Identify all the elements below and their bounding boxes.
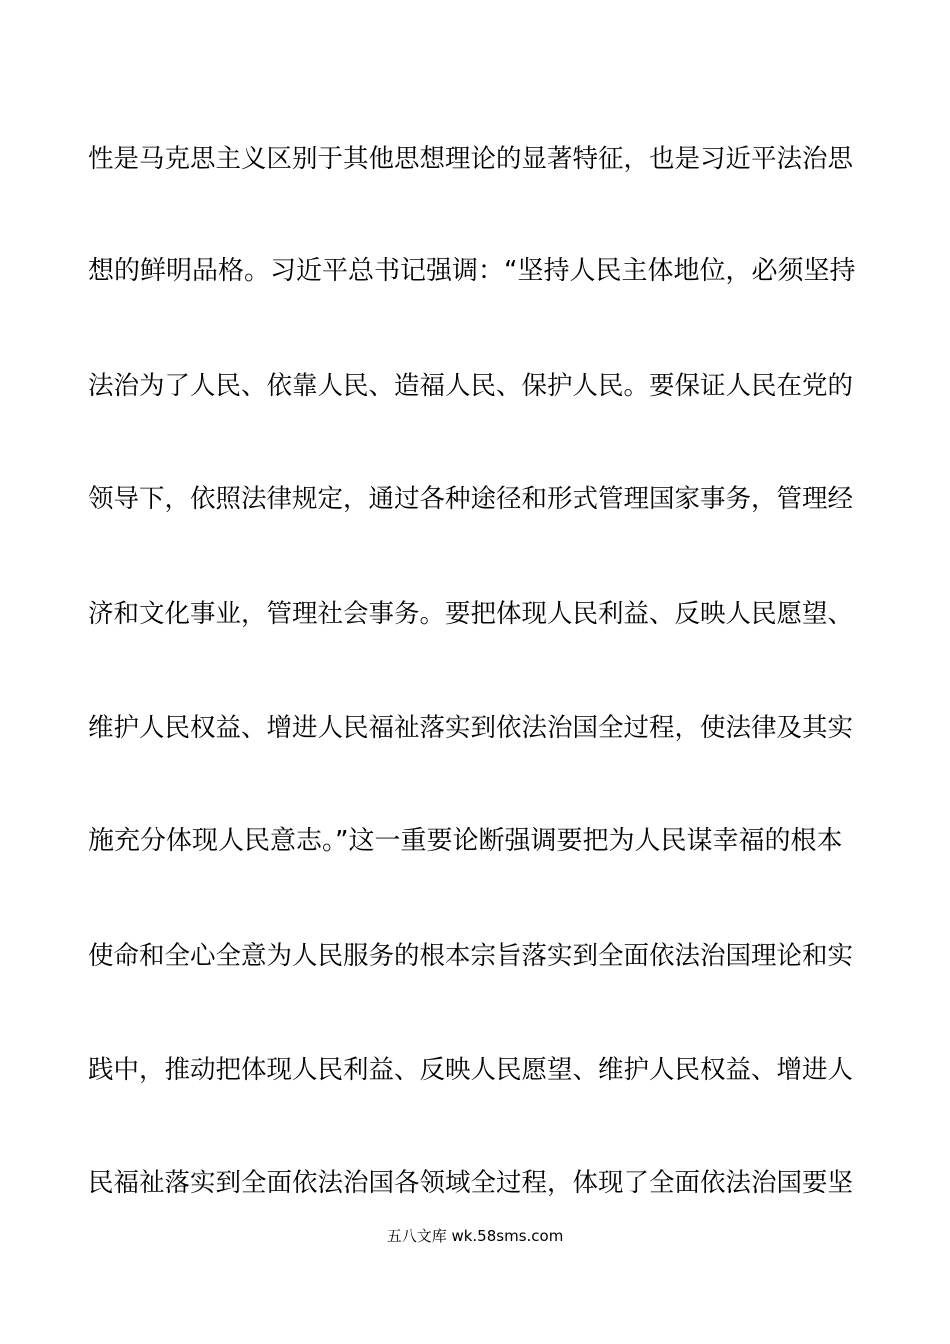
paragraph-line-4: 领导下，依照法律规定，通过各种途径和形式管理国家事务，管理经 bbox=[88, 484, 854, 514]
footer-watermark: 五八文库 wk.58sms.com bbox=[386, 1227, 564, 1245]
paragraph-line-6: 维护人民权益、增进人民福祉落实到依法治国全过程，使法律及其实 bbox=[88, 713, 854, 743]
paragraph-line-8: 使命和全心全意为人民服务的根本宗旨落实到全面依法治国理论和实 bbox=[88, 941, 854, 971]
paragraph-line-7: 施充分体现人民意志。”这一重要论断强调要把为人民谋幸福的根本 bbox=[88, 826, 843, 856]
paragraph-line-3: 法治为了人民、依靠人民、造福人民、保护人民。要保证人民在党的 bbox=[88, 371, 854, 401]
paragraph-line-9: 践中，推动把体现人民利益、反映人民愿望、维护人民权益、增进人 bbox=[88, 1055, 854, 1085]
paragraph-line-1: 性是马克思主义区别于其他思想理论的显著特征，也是习近平法治思 bbox=[88, 144, 854, 174]
paragraph-line-5: 济和文化事业，管理社会事务。要把体现人民利益、反映人民愿望、 bbox=[88, 599, 854, 629]
paragraph-line-2: 想的鲜明品格。习近平总书记强调：“坚持人民主体地位，必须坚持 bbox=[88, 256, 856, 286]
paragraph-line-10: 民福祉落实到全面依法治国各领域全过程，体现了全面依法治国要坚 bbox=[88, 1168, 854, 1198]
